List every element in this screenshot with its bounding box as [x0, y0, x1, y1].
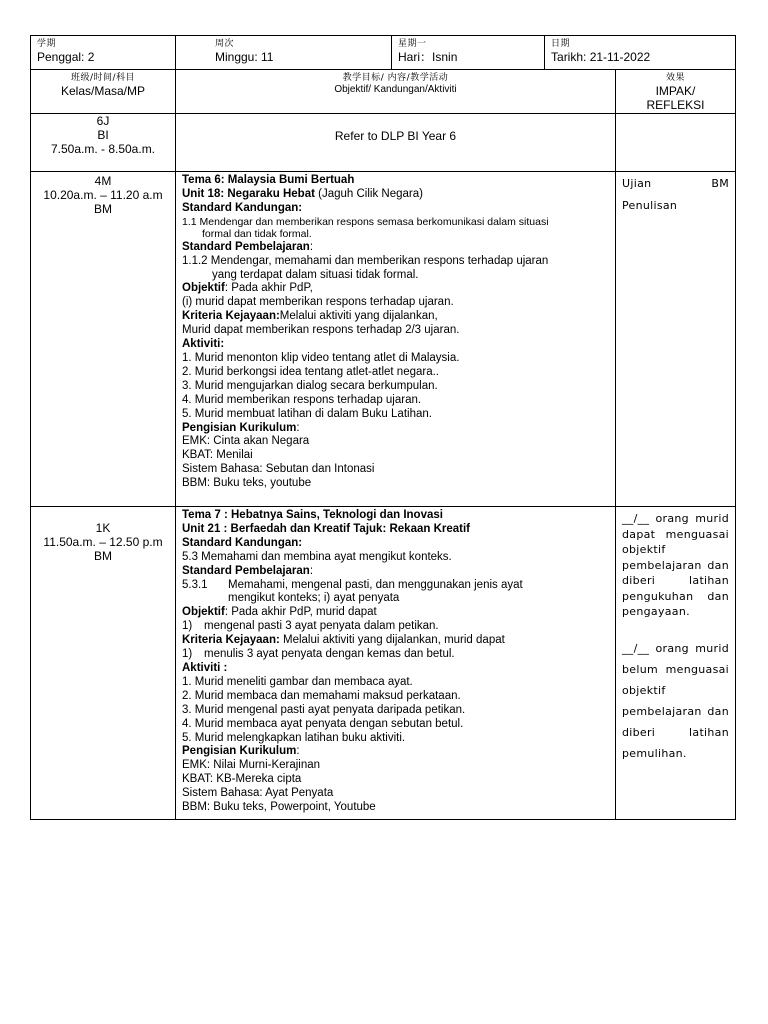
row3-impact2-line5: diberi latihan — [622, 725, 729, 739]
row2-class-cell — [31, 172, 176, 507]
row3-sp-num: 5.3.1 — [182, 578, 208, 591]
row3-akt-3: 3. Murid mengenal pasti ayat penyata daripada petikan. — [182, 703, 466, 716]
row3-impact1-line4: pembelajaran dan — [622, 558, 729, 572]
lesson-row-4m — [31, 172, 736, 507]
row3-obj-label: Objektif — [182, 606, 225, 619]
row3-kk-text: menulis 3 ayat penyata dengan kemas dan betul. — [204, 648, 455, 661]
row2-sp-line2: yang terdapat dalam situasi tidak formal. — [212, 268, 419, 281]
row2-impact-line1 — [622, 176, 729, 192]
day-value: Hari：Isnin — [398, 50, 458, 64]
lesson-plan-table — [30, 35, 736, 70]
row2-akt-2: 2. Murid berkongsi idea tentang atlet-atlet negara.. — [182, 365, 439, 378]
row3-impact1-line2: dapat menguasai — [622, 527, 729, 541]
row3-kk-label: Kriteria Kejayaan: — [182, 634, 280, 647]
row2-obj-rest: : Pada akhir PdP, — [224, 282, 313, 295]
row3-impact1-line3: objektif — [622, 543, 666, 556]
row3-obj-num: 1) — [182, 620, 193, 633]
column-header-row — [31, 70, 736, 114]
row3-time: 11.50a.m. – 12.50 p.m — [43, 535, 163, 549]
row3-sp-label: Standard Pembelajaran — [182, 564, 310, 577]
row3-bbm: BBM: Buku teks, Powerpoint, Youtube — [182, 801, 376, 814]
term-zh-label: 学期 — [37, 39, 57, 49]
row3-obj-rest: : Pada akhir PdP, murid dapat — [224, 606, 377, 619]
row3-impact1-line5: diberi latihan — [622, 574, 729, 587]
week-value: Minggu: 11 — [215, 50, 274, 64]
row3-sp-line2: mengikut konteks; i) ayat penyata — [228, 592, 400, 605]
row2-unit — [182, 188, 609, 202]
row3-subject: BM — [94, 549, 112, 563]
row3-unit: Unit 21 : Berfaedah dan Kreatif Tajuk: Rekaan Kreatif — [182, 522, 470, 535]
row3-sp-text1: Memahami, mengenal pasti, dan menggunakan jenis ayat — [228, 578, 523, 591]
row3-sp-heading — [182, 565, 609, 579]
row3-obj-text: mengenal pasti 3 ayat penyata dalam petikan. — [204, 620, 439, 633]
row3-kbat: KBAT: KB-Mereka cipta — [182, 773, 302, 786]
row3-pk-colon: : — [296, 745, 300, 758]
row2-content-cell — [176, 172, 616, 507]
row3-kk-rest: Melalui aktiviti yang dijalankan, murid dapat — [279, 634, 505, 647]
header-row — [31, 36, 736, 70]
row3-sp-colon: : — [309, 564, 314, 577]
content-table — [30, 69, 736, 820]
impact-column-label-1: IMPAK/ — [655, 84, 696, 98]
impact-column-zh: 效果 — [665, 73, 685, 83]
row2-kk-rest: Melalui aktiviti yang dijalankan, — [279, 310, 438, 323]
row2-obj-line1: (i) murid dapat memberikan respons terhadap ujaran. — [182, 296, 454, 309]
week-cell — [176, 36, 392, 70]
row2-tema: Tema 6: Malaysia Bumi Bertuah — [182, 174, 355, 186]
row2-akt-1: 1. Murid menonton klip video tentang atlet di Malaysia. — [182, 351, 460, 364]
week-zh-label: 周次 — [215, 39, 235, 49]
row2-sp-line1: 1.1.2 Mendengar, memahami dan memberikan respons terhadap ujaran — [182, 254, 549, 267]
row2-kbat: KBAT: Menilai — [182, 449, 253, 462]
date-zh-label: 日期 — [551, 39, 571, 49]
row2-sp-label: Standard Pembelajaran — [182, 240, 310, 253]
lesson-plan-sheet — [30, 35, 735, 820]
row3-impact2-line6: pemulihan. — [622, 746, 687, 760]
row2-sk-line2: formal dan tidak formal. — [202, 228, 312, 241]
row2-pk-colon: : — [296, 421, 300, 434]
row3-impact2-line3: objektif — [622, 683, 666, 697]
row2-bbm: BBM: Buku teks, youtube — [182, 477, 312, 490]
row3-obj-line1 — [182, 620, 609, 634]
lesson-row-1k — [31, 507, 736, 820]
row3-class-cell — [31, 507, 176, 820]
row3-impact1-line7: pengayaan. — [622, 605, 690, 618]
row2-impact-a2: BM — [711, 177, 729, 190]
row3-class: 1K — [95, 521, 111, 535]
row3-akt-5: 5. Murid melengkapkan latihan buku aktiviti. — [182, 731, 406, 744]
row1-content: Refer to DLP BI Year 6 — [334, 128, 457, 143]
row3-pk-label: Pengisian Kurikulum — [182, 745, 297, 758]
row3-content-cell — [176, 507, 616, 820]
row3-akt-2: 2. Murid membaca dan memahami maksud perkataan. — [182, 689, 461, 702]
row2-class: 4M — [94, 174, 112, 188]
content-column-zh: 教学目标/ 内容/教学活动 — [342, 73, 449, 83]
row2-sp-heading — [182, 241, 609, 255]
row3-sp-line1 — [182, 579, 609, 593]
impact-column-label-2: REFLEKSI — [646, 98, 705, 112]
date-cell — [545, 36, 736, 70]
row1-subject: BI — [97, 128, 109, 142]
row3-sb: Sistem Bahasa: Ayat Penyata — [182, 787, 334, 800]
day-zh-label: 星期一 — [398, 39, 427, 49]
row3-tema: Tema 7 : Hebatnya Sains, Teknologi dan Inovasi — [182, 509, 443, 521]
row2-impact-b: Penulisan — [622, 198, 678, 212]
term-cell — [31, 36, 176, 70]
row2-obj-label: Objektif — [182, 282, 225, 295]
lesson-row-6j — [31, 114, 736, 172]
row2-pk-heading — [182, 422, 609, 436]
row3-obj-heading — [182, 606, 609, 620]
row3-pk-heading — [182, 745, 609, 759]
content-column-label: Objektif/ Kandungan/Aktiviti — [334, 84, 457, 95]
row3-impact2-line2: belum menguasai — [622, 662, 729, 676]
term-value: Penggal: 2 — [37, 50, 95, 64]
row3-akt-4: 4. Murid membaca ayat penyata dengan sebutan betul. — [182, 717, 464, 730]
row2-unit-rest: (Jaguh Cilik Negara) — [314, 187, 423, 200]
row2-time: 10.20a.m. – 11.20 a.m — [43, 188, 163, 202]
row2-kk-line1: Murid dapat memberikan respons terhadap 2/3 ujaran. — [182, 324, 460, 337]
row3-akt-1: 1. Murid meneliti gambar dan membaca ayat. — [182, 675, 413, 688]
row1-impact-cell — [616, 114, 736, 172]
row2-sk-line1: 1.1 Mendengar dan memberikan respons semasa berkomunikasi dalam situasi — [182, 215, 549, 228]
row2-akt-label: Aktiviti: — [182, 338, 225, 351]
row2-akt-5: 5. Murid membuat latihan di dalam Buku Latihan. — [182, 407, 432, 420]
row2-subject: BM — [94, 202, 112, 216]
row2-sp-colon: : — [309, 240, 314, 253]
class-column-header — [31, 70, 176, 114]
row2-unit-bold: Unit 18: Negaraku Hebat — [182, 187, 315, 200]
row2-obj-heading — [182, 282, 609, 296]
row1-content-cell — [176, 114, 616, 172]
row2-akt-4: 4. Murid memberikan respons terhadap ujaran. — [182, 393, 422, 406]
row3-kk-num: 1) — [182, 648, 193, 661]
row2-pk-label: Pengisian Kurikulum — [182, 421, 297, 434]
row3-impact1-line6: pengukuhan dan — [622, 589, 729, 603]
row3-kk-line1 — [182, 648, 609, 662]
row1-time: 7.50a.m. - 8.50a.m. — [50, 142, 156, 156]
class-column-label: Kelas/Masa/MP — [60, 84, 146, 98]
row2-sk-label: Standard Kandungan: — [182, 201, 303, 214]
row3-impact1-line1: __/__ orang murid — [622, 512, 729, 525]
row3-impact-cell — [616, 507, 736, 820]
row3-emk: EMK: Nilai Murni-Kerajinan — [182, 759, 321, 772]
row2-kk-heading — [182, 310, 609, 324]
row2-kk-label: Kriteria Kejayaan: — [182, 310, 280, 323]
row3-akt-label: Aktiviti : — [182, 661, 228, 674]
row3-sk-label: Standard Kandungan: — [182, 536, 303, 549]
row2-impact-a1: Ujian — [622, 177, 652, 190]
row3-sk-line1: 5.3 Memahami dan membina ayat mengikut konteks. — [182, 550, 452, 563]
row3-impact2-line4: pembelajaran dan — [622, 704, 729, 718]
row1-class: 6J — [96, 114, 110, 128]
row3-kk-heading — [182, 634, 609, 648]
day-cell — [392, 36, 545, 70]
row3-impact2-line1: __/__ orang murid — [622, 641, 729, 655]
impact-column-header — [616, 70, 736, 114]
row1-class-cell — [31, 114, 176, 172]
content-column-header — [176, 70, 616, 114]
row2-emk: EMK: Cinta akan Negara — [182, 435, 310, 448]
row2-sb: Sistem Bahasa: Sebutan dan Intonasi — [182, 463, 375, 476]
row2-impact-cell — [616, 172, 736, 507]
date-value: Tarikh: 21-11-2022 — [551, 50, 651, 64]
row2-akt-3: 3. Murid mengujarkan dialog secara berkumpulan. — [182, 379, 438, 392]
class-column-zh: 班级/时间/科目 — [70, 73, 136, 83]
